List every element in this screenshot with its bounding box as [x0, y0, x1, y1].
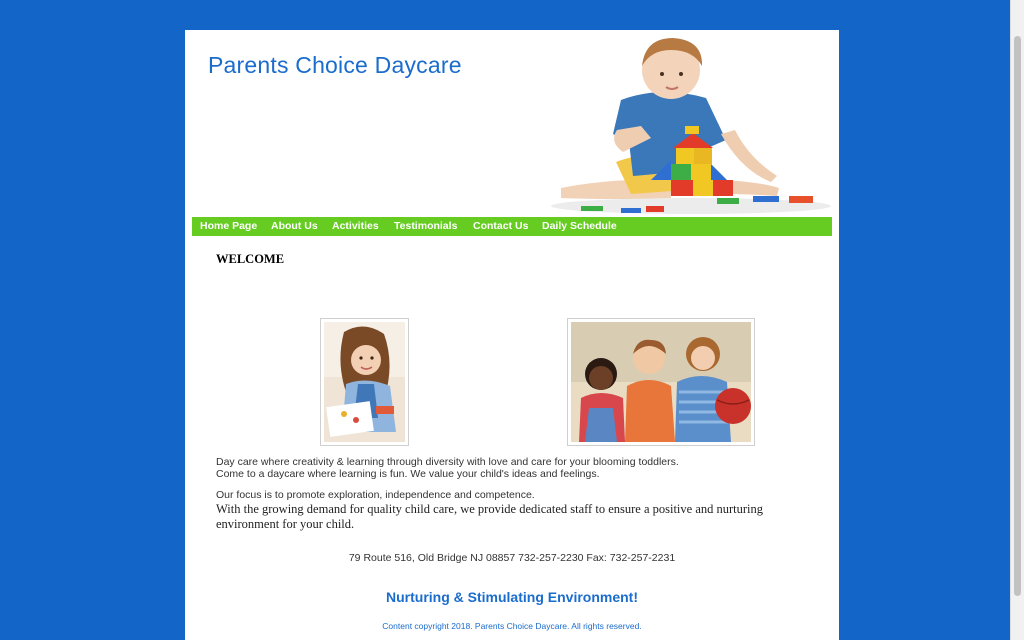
- scrollbar-thumb[interactable]: [1014, 36, 1021, 596]
- focus-paragraph: Our focus is to promote exploration, independence and competence.: [216, 489, 535, 501]
- tagline: Nurturing & Stimulating Environment!: [386, 589, 638, 605]
- vertical-scrollbar[interactable]: [1010, 0, 1024, 640]
- nav-home-page[interactable]: Home Page: [200, 220, 258, 232]
- nav-daily-schedule[interactable]: Daily Schedule: [542, 220, 617, 232]
- main-navigation: [192, 217, 832, 236]
- nav-about-us[interactable]: About Us: [271, 220, 318, 232]
- nav-activities[interactable]: Activities: [332, 220, 379, 232]
- photo-girl-drawing-image: [324, 322, 405, 442]
- photo-girl-drawing: [320, 318, 409, 446]
- hero-image: [521, 30, 839, 218]
- growing-demand-paragraph: With the growing demand for quality child care, we provide dedicated staff to ensure a positive and nurturing environment for your child.: [216, 502, 764, 531]
- photo-three-children-image: [571, 322, 751, 442]
- welcome-heading: WELCOME: [216, 252, 285, 266]
- photo-three-children: [567, 318, 755, 446]
- intro-line-2: Come to a daycare where learning is fun. We value your child's ideas and feelings.: [216, 468, 600, 480]
- nav-contact-us[interactable]: Contact Us: [473, 220, 529, 232]
- site-title: Parents Choice Daycare: [208, 52, 462, 78]
- copyright-footer: Content copyright 2018. Parents Choice Daycare. All rights reserved.: [382, 621, 642, 631]
- intro-line-1: Day care where creativity & learning through diversity with love and care for your blooming toddlers.: [216, 456, 679, 468]
- page-container: [185, 30, 839, 640]
- address-line: 79 Route 516, Old Bridge NJ 08857 732-257-2230 Fax: 732-257-2231: [348, 552, 676, 564]
- nav-testimonials[interactable]: Testimonials: [394, 220, 458, 232]
